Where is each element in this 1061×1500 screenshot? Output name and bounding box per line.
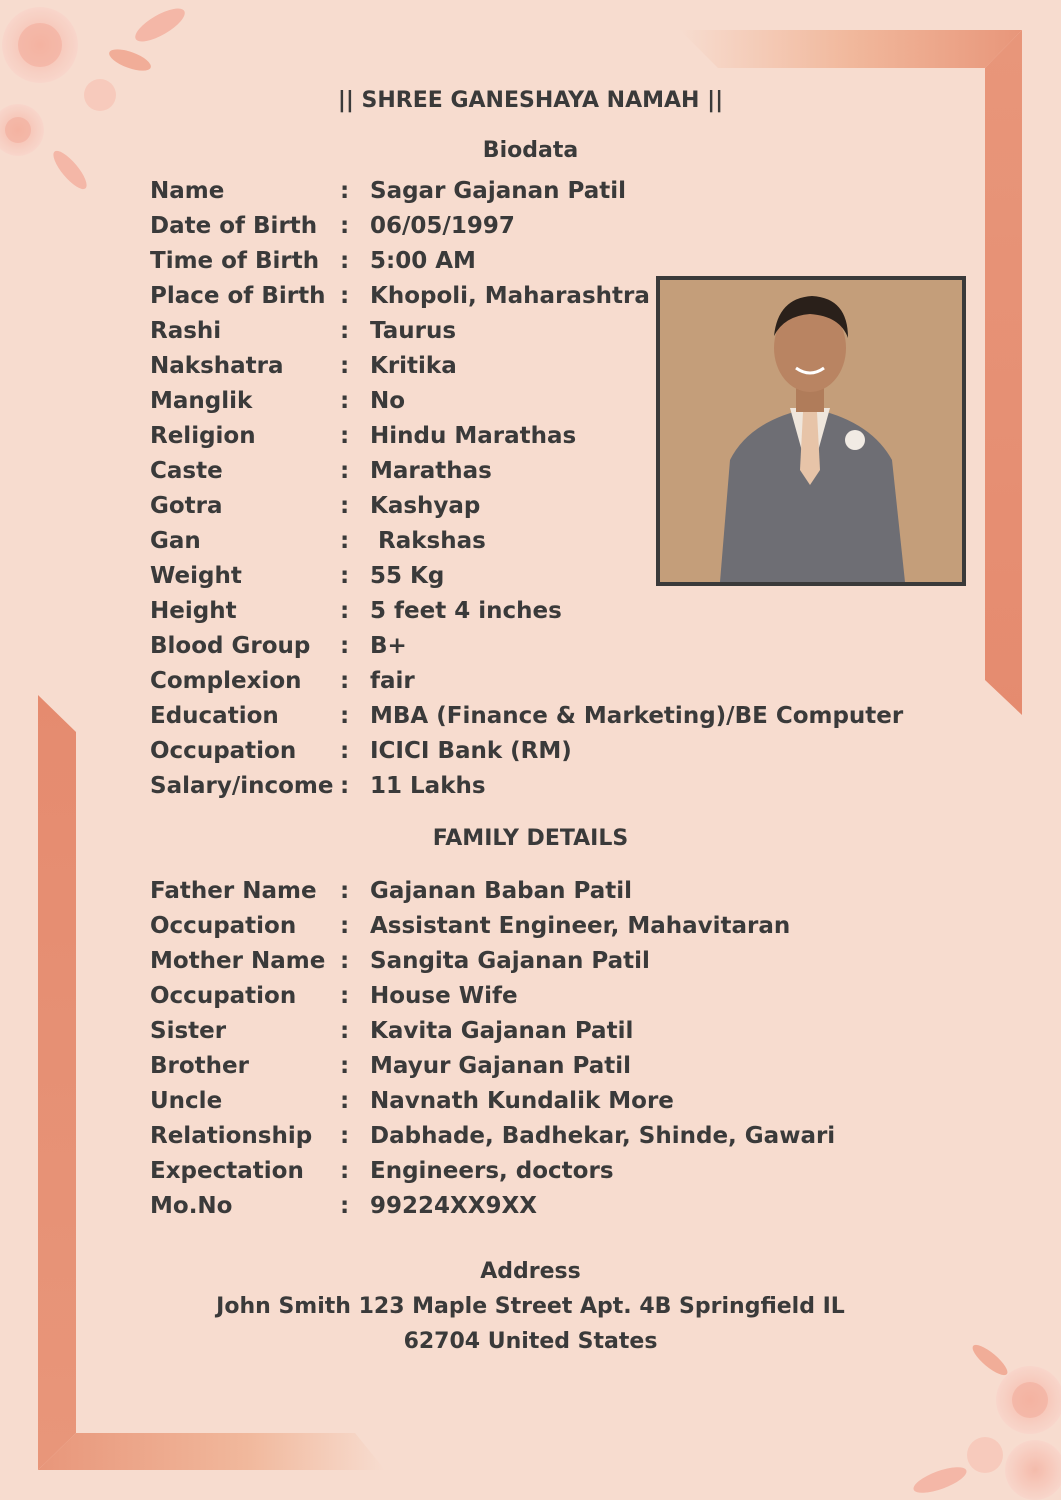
field-separator: : xyxy=(340,1018,350,1044)
field-value: Mayur Gajanan Patil xyxy=(370,1053,632,1079)
address-title: Address xyxy=(480,1259,581,1284)
field-label: Gan xyxy=(150,528,201,554)
field-separator: : xyxy=(340,633,350,659)
field-label: Father Name xyxy=(150,878,317,904)
field-label: Weight xyxy=(150,563,242,589)
field-value: 55 Kg xyxy=(370,563,445,589)
field-label: Mo.No xyxy=(150,1193,233,1219)
field-label: Mother Name xyxy=(150,948,326,974)
field-separator: : xyxy=(340,983,350,1009)
field-separator: : xyxy=(340,178,350,204)
field-label: Education xyxy=(150,703,279,729)
field-label: Sister xyxy=(150,1018,227,1044)
field-value: Sangita Gajanan Patil xyxy=(370,948,650,974)
field-label: Time of Birth xyxy=(150,248,320,274)
field-separator: : xyxy=(340,703,350,729)
field-separator: : xyxy=(340,353,350,379)
field-value: Dabhade, Badhekar, Shinde, Gawari xyxy=(370,1123,836,1149)
field-value: Rakshas xyxy=(370,528,486,554)
field-value: Sagar Gajanan Patil xyxy=(370,178,627,204)
page-title: Biodata xyxy=(482,138,579,163)
field-label: Nakshatra xyxy=(150,353,284,379)
field-value: Kashyap xyxy=(370,493,481,519)
field-value: Kritika xyxy=(370,353,457,379)
field-value: Gajanan Baban Patil xyxy=(370,878,633,904)
field-label: Relationship xyxy=(150,1123,313,1149)
field-separator: : xyxy=(340,738,350,764)
field-separator: : xyxy=(340,283,350,309)
field-separator: : xyxy=(340,458,350,484)
field-label: Brother xyxy=(150,1053,249,1079)
field-value: Kavita Gajanan Patil xyxy=(370,1018,634,1044)
field-value: Engineers, doctors xyxy=(370,1158,614,1184)
field-separator: : xyxy=(340,1193,350,1219)
field-value: Navnath Kundalik More xyxy=(370,1088,674,1114)
field-label: Complexion xyxy=(150,668,302,694)
address-line-2: 62704 United States xyxy=(403,1329,658,1354)
field-label: Date of Birth xyxy=(150,213,318,239)
field-separator: : xyxy=(340,913,350,939)
field-label: Place of Birth xyxy=(150,283,326,309)
field-separator: : xyxy=(340,213,350,239)
field-separator: : xyxy=(340,948,350,974)
field-value: ICICI Bank (RM) xyxy=(370,738,572,764)
field-separator: : xyxy=(340,318,350,344)
field-value: House Wife xyxy=(370,983,518,1009)
field-separator: : xyxy=(340,423,350,449)
frame-top-bar xyxy=(680,30,1022,68)
field-separator: : xyxy=(340,668,350,694)
field-label: Caste xyxy=(150,458,223,484)
field-separator: : xyxy=(340,1088,350,1114)
field-value: Hindu Marathas xyxy=(370,423,577,449)
field-separator: : xyxy=(340,528,350,554)
frame-bottom-bar xyxy=(38,1433,385,1470)
field-label: Occupation xyxy=(150,738,297,764)
field-value: Taurus xyxy=(370,318,457,344)
field-separator: : xyxy=(340,1158,350,1184)
field-separator: : xyxy=(340,1123,350,1149)
flower-decoration-bottom-right xyxy=(911,1340,1061,1500)
field-label: Uncle xyxy=(150,1088,223,1114)
field-value: MBA (Finance & Marketing)/BE Computer xyxy=(370,703,904,729)
field-separator: : xyxy=(340,388,350,414)
field-label: Occupation xyxy=(150,913,297,939)
field-label: Height xyxy=(150,598,237,624)
field-separator: : xyxy=(340,493,350,519)
field-separator: : xyxy=(340,878,350,904)
field-label: Occupation xyxy=(150,983,297,1009)
field-label: Name xyxy=(150,178,225,204)
field-value: No xyxy=(370,388,406,414)
field-value: 99224XX9XX xyxy=(370,1193,537,1219)
field-separator: : xyxy=(340,563,350,589)
field-value: Assistant Engineer, Mahavitaran xyxy=(370,913,791,939)
field-value: 5:00 AM xyxy=(370,248,476,274)
family-details-title: FAMILY DETAILS xyxy=(432,826,629,851)
field-label: Blood Group xyxy=(150,633,311,659)
field-value: 5 feet 4 inches xyxy=(370,598,562,624)
field-value: 11 Lakhs xyxy=(370,773,486,799)
field-separator: : xyxy=(340,248,350,274)
invocation-heading: || SHREE GANESHAYA NAMAH || xyxy=(337,88,724,113)
field-label: Gotra xyxy=(150,493,223,519)
field-label: Expectation xyxy=(150,1158,304,1184)
person-portrait-image xyxy=(660,280,962,582)
field-separator: : xyxy=(340,773,350,799)
field-label: Salary/income xyxy=(150,773,334,799)
profile-photo xyxy=(656,276,966,586)
field-label: Rashi xyxy=(150,318,222,344)
field-value: 06/05/1997 xyxy=(370,213,515,239)
field-separator: : xyxy=(340,598,350,624)
field-label: Religion xyxy=(150,423,256,449)
field-label: Manglik xyxy=(150,388,253,414)
frame-right-bar xyxy=(985,30,1022,715)
field-separator: : xyxy=(340,1053,350,1079)
address-line-1: John Smith 123 Maple Street Apt. 4B Springfield IL xyxy=(216,1294,845,1319)
field-value: Khopoli, Maharashtra xyxy=(370,283,650,309)
field-value: fair xyxy=(370,668,415,694)
field-value: Marathas xyxy=(370,458,492,484)
field-value: B+ xyxy=(370,633,407,659)
